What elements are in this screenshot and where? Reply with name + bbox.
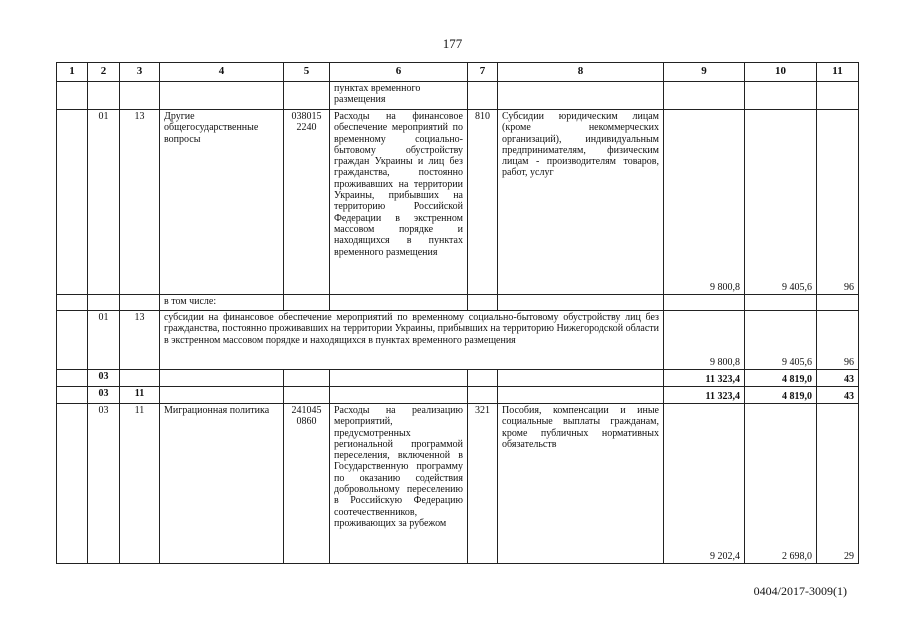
amount-plan: 11 323,4: [664, 387, 745, 404]
section-code: 01: [88, 311, 120, 370]
amount-actual: 4 819,0: [745, 387, 817, 404]
percent-executed: 43: [817, 387, 859, 404]
page-number: 177: [442, 36, 463, 51]
column-header: 3: [120, 63, 160, 82]
percent-executed: 96: [817, 110, 859, 295]
percent-executed: 29: [817, 404, 859, 564]
table-row: [57, 110, 859, 295]
section-code: 03: [88, 370, 120, 387]
section-name: Миграционная политика: [160, 404, 284, 564]
percent-executed: 96: [817, 311, 859, 370]
column-header: 5: [284, 63, 330, 82]
amount-actual: 9 405,6: [745, 110, 817, 295]
subsection-code: 13: [120, 311, 160, 370]
amount-actual: 4 819,0: [745, 370, 817, 387]
amount-plan: 9 202,4: [664, 404, 745, 564]
column-header: 11: [817, 63, 859, 82]
amount-actual: 2 698,0: [745, 404, 817, 564]
column-header: 2: [88, 63, 120, 82]
amount-plan: 9 800,8: [664, 311, 745, 370]
budget-table: [56, 62, 859, 564]
table-row: [57, 311, 859, 370]
subsection-code: 11: [120, 387, 160, 404]
section-code: 01: [88, 110, 120, 295]
expense-description: Расходы на реализацию мероприятий, предусмотренных региональной программой переселения, включенной в Государственную программу по оказанию содействия добровольному переселению в Российскую Федерацию соотечественников, проживающих за рубежом: [330, 404, 468, 564]
expense-type-code: 321: [468, 404, 498, 564]
column-header: 8: [498, 63, 664, 82]
section-code: 03: [88, 387, 120, 404]
expense-description: пунктах временного размещения: [330, 82, 468, 110]
subsection-code: 13: [120, 110, 160, 295]
table-header-row: [57, 63, 859, 82]
table-row: [57, 82, 859, 110]
expense-type-name: Субсидии юридическим лицам (кроме некоммерческих организаций), индивидуальным предпринимателям, физическим лицам - производителям товаров, работ, услуг: [498, 110, 664, 295]
amount-actual: 9 405,6: [745, 311, 817, 370]
including-label: в том числе:: [160, 295, 284, 311]
percent-executed: 43: [817, 370, 859, 387]
table-row: [57, 295, 859, 311]
amount-plan: 9 800,8: [664, 110, 745, 295]
table-row: [57, 387, 859, 404]
subsidy-description: субсидии на финансовое обеспечение мероприятий по временному социально-бытовому обустройству лиц без гражданства, постоянно проживавших на территории Украины, прибывших на территорию Нижегородской области в экстренном массовом порядке и находящихся в пунктах временного размещения: [160, 311, 664, 370]
expense-type-code: 810: [468, 110, 498, 295]
target-article-code: 241045 0860: [284, 404, 330, 564]
document-id: 0404/2017-3009(1): [753, 584, 847, 598]
subsection-code: 11: [120, 404, 160, 564]
column-header: 9: [664, 63, 745, 82]
section-code: 03: [88, 404, 120, 564]
expense-type-name: Пособия, компенсации и иные социальные выплаты гражданам, кроме публичных нормативных обязательств: [498, 404, 664, 564]
column-header: 1: [57, 63, 88, 82]
column-header: 6: [330, 63, 468, 82]
table-row: [57, 370, 859, 387]
column-header: 4: [160, 63, 284, 82]
column-header: 7: [468, 63, 498, 82]
target-article-code: 038015 2240: [284, 110, 330, 295]
table-row: [57, 404, 859, 564]
amount-plan: 11 323,4: [664, 370, 745, 387]
expense-description: Расходы на финансовое обеспечение мероприятий по временному социально-бытовому обустройству граждан Украины и лиц без гражданства, постоянно проживавших на территории Украины, прибывших на территорию Российской Федерации в экстренном массовом порядке и находящихся в пунктах временного размещения: [330, 110, 468, 295]
section-name: Другие общегосударственные вопросы: [160, 110, 284, 295]
column-header: 10: [745, 63, 817, 82]
